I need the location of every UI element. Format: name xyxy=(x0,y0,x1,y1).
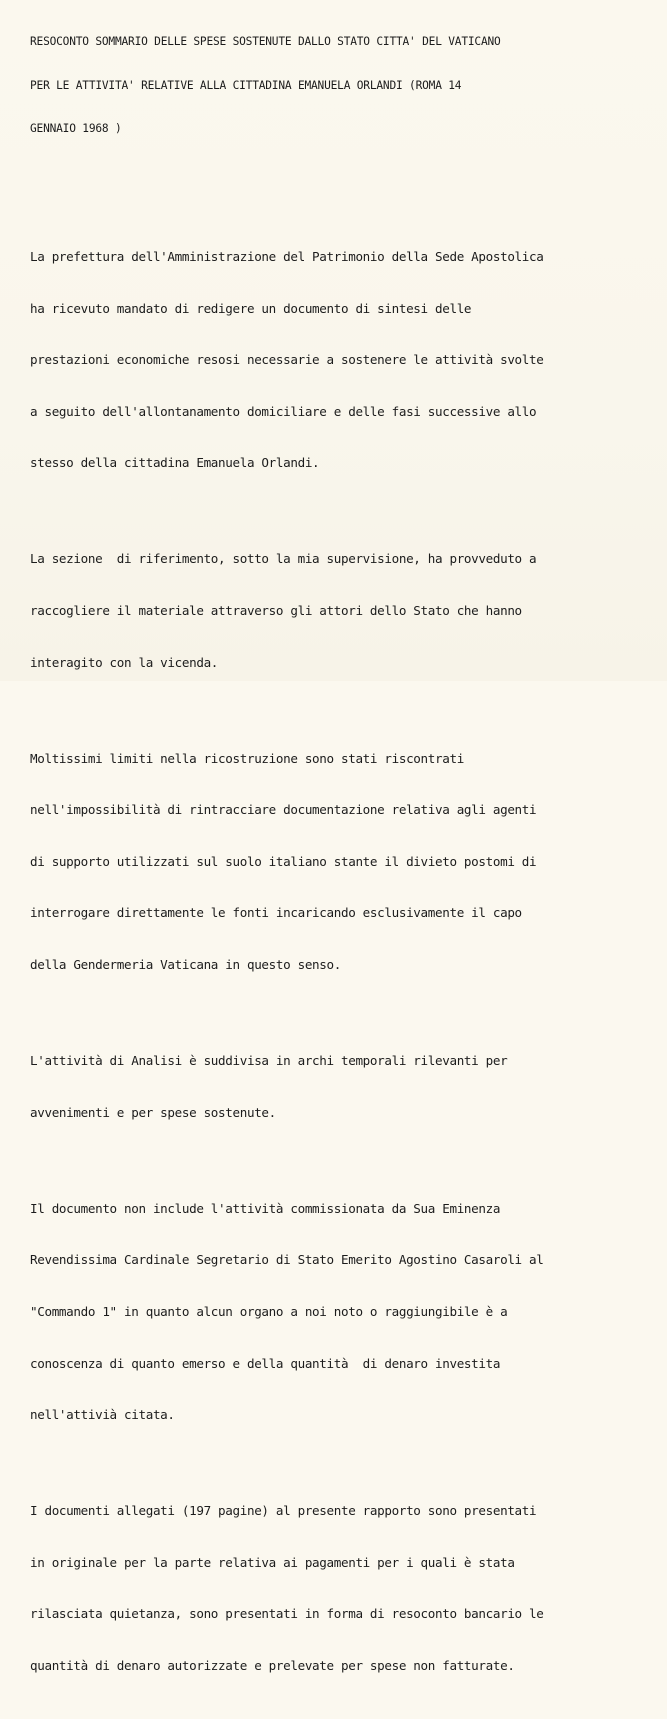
text-line: di supporto utilizzati sul suolo italiano stante il divieto postomi di xyxy=(30,853,537,869)
text-line: Moltissimi limiti nella ricostruzione sono stati riscontrati xyxy=(30,750,464,766)
paragraph-exclusion xyxy=(30,1165,660,1457)
title-line: RESOCONTO SOMMARIO DELLE SPESE SOSTENUTE DALLO STATO CITTA' DEL VATICANO xyxy=(30,35,501,48)
text-line: avvenimenti e per spese sostenute. xyxy=(30,1104,276,1120)
text-line: a seguito dell'allontanamento domiciliare e delle fasi successive allo xyxy=(30,403,537,419)
text-line: raccogliere il materiale attraverso gli attori dello Stato che hanno xyxy=(30,602,522,618)
text-line: Il documento non include l'attività commissionata da Sua Eminenza xyxy=(30,1200,501,1216)
paragraph-section xyxy=(30,516,660,705)
document-text xyxy=(30,6,660,1719)
text-line: conoscenza di quanto emerso e della quantità di denaro investita xyxy=(30,1355,501,1371)
text-line: quantità di denaro autorizzate e prelevate per spese non fatturate. xyxy=(30,1657,515,1673)
text-line: prestazioni economiche resosi necessarie a sostenere le attività svolte xyxy=(30,352,544,368)
title-line: PER LE ATTIVITA' RELATIVE ALLA CITTADINA EMANUELA ORLANDI (ROMA 14 xyxy=(30,78,462,92)
text-line: nell'impossibilità di rintracciare documentazione relativa agli agenti xyxy=(30,802,537,818)
text-line: stesso della cittadina Emanuela Orlandi. xyxy=(30,455,320,471)
text-line: La sezione di riferimento, sotto la mia supervisione, ha provveduto a xyxy=(30,551,537,567)
text-line: I documenti allegati (197 pagine) al presente rapporto sono presentati xyxy=(30,1503,537,1519)
paragraph-attachments xyxy=(30,1468,660,1709)
text-line: rilasciata quietanza, sono presentati in forma di resoconto bancario le xyxy=(30,1606,544,1622)
text-line: "Commando 1" in quanto alcun organo a noi noto o raggiungibile è a xyxy=(30,1303,508,1319)
text-line: interagito con la vicenda. xyxy=(30,654,219,670)
text-line: interrogare direttamente le fonti incaricando esclusivamente il capo xyxy=(30,905,522,921)
paragraph-limits xyxy=(30,715,660,1007)
text-line: della Gendermeria Vaticana in questo senso. xyxy=(30,957,341,973)
text-line: L'attività di Analisi è suddivisa in archi temporali rilevanti per xyxy=(30,1053,508,1069)
text-line: Revendissima Cardinale Segretario di Stato Emerito Agostino Casaroli al xyxy=(30,1252,544,1268)
title-line: GENNAIO 1968 ) xyxy=(30,122,122,135)
document-body xyxy=(30,214,660,1709)
paragraph-mandate xyxy=(30,214,660,506)
document-title xyxy=(30,6,660,166)
text-line: ha ricevuto mandato di redigere un documento di sintesi delle xyxy=(30,300,472,316)
text-line: nell'attivià citata. xyxy=(30,1407,175,1423)
text-line: in originale per la parte relativa ai pagamenti per i quali è stata xyxy=(30,1554,515,1570)
paragraph-analysis xyxy=(30,1018,660,1156)
text-line: La prefettura dell'Amministrazione del Patrimonio della Sede Apostolica xyxy=(30,248,544,264)
